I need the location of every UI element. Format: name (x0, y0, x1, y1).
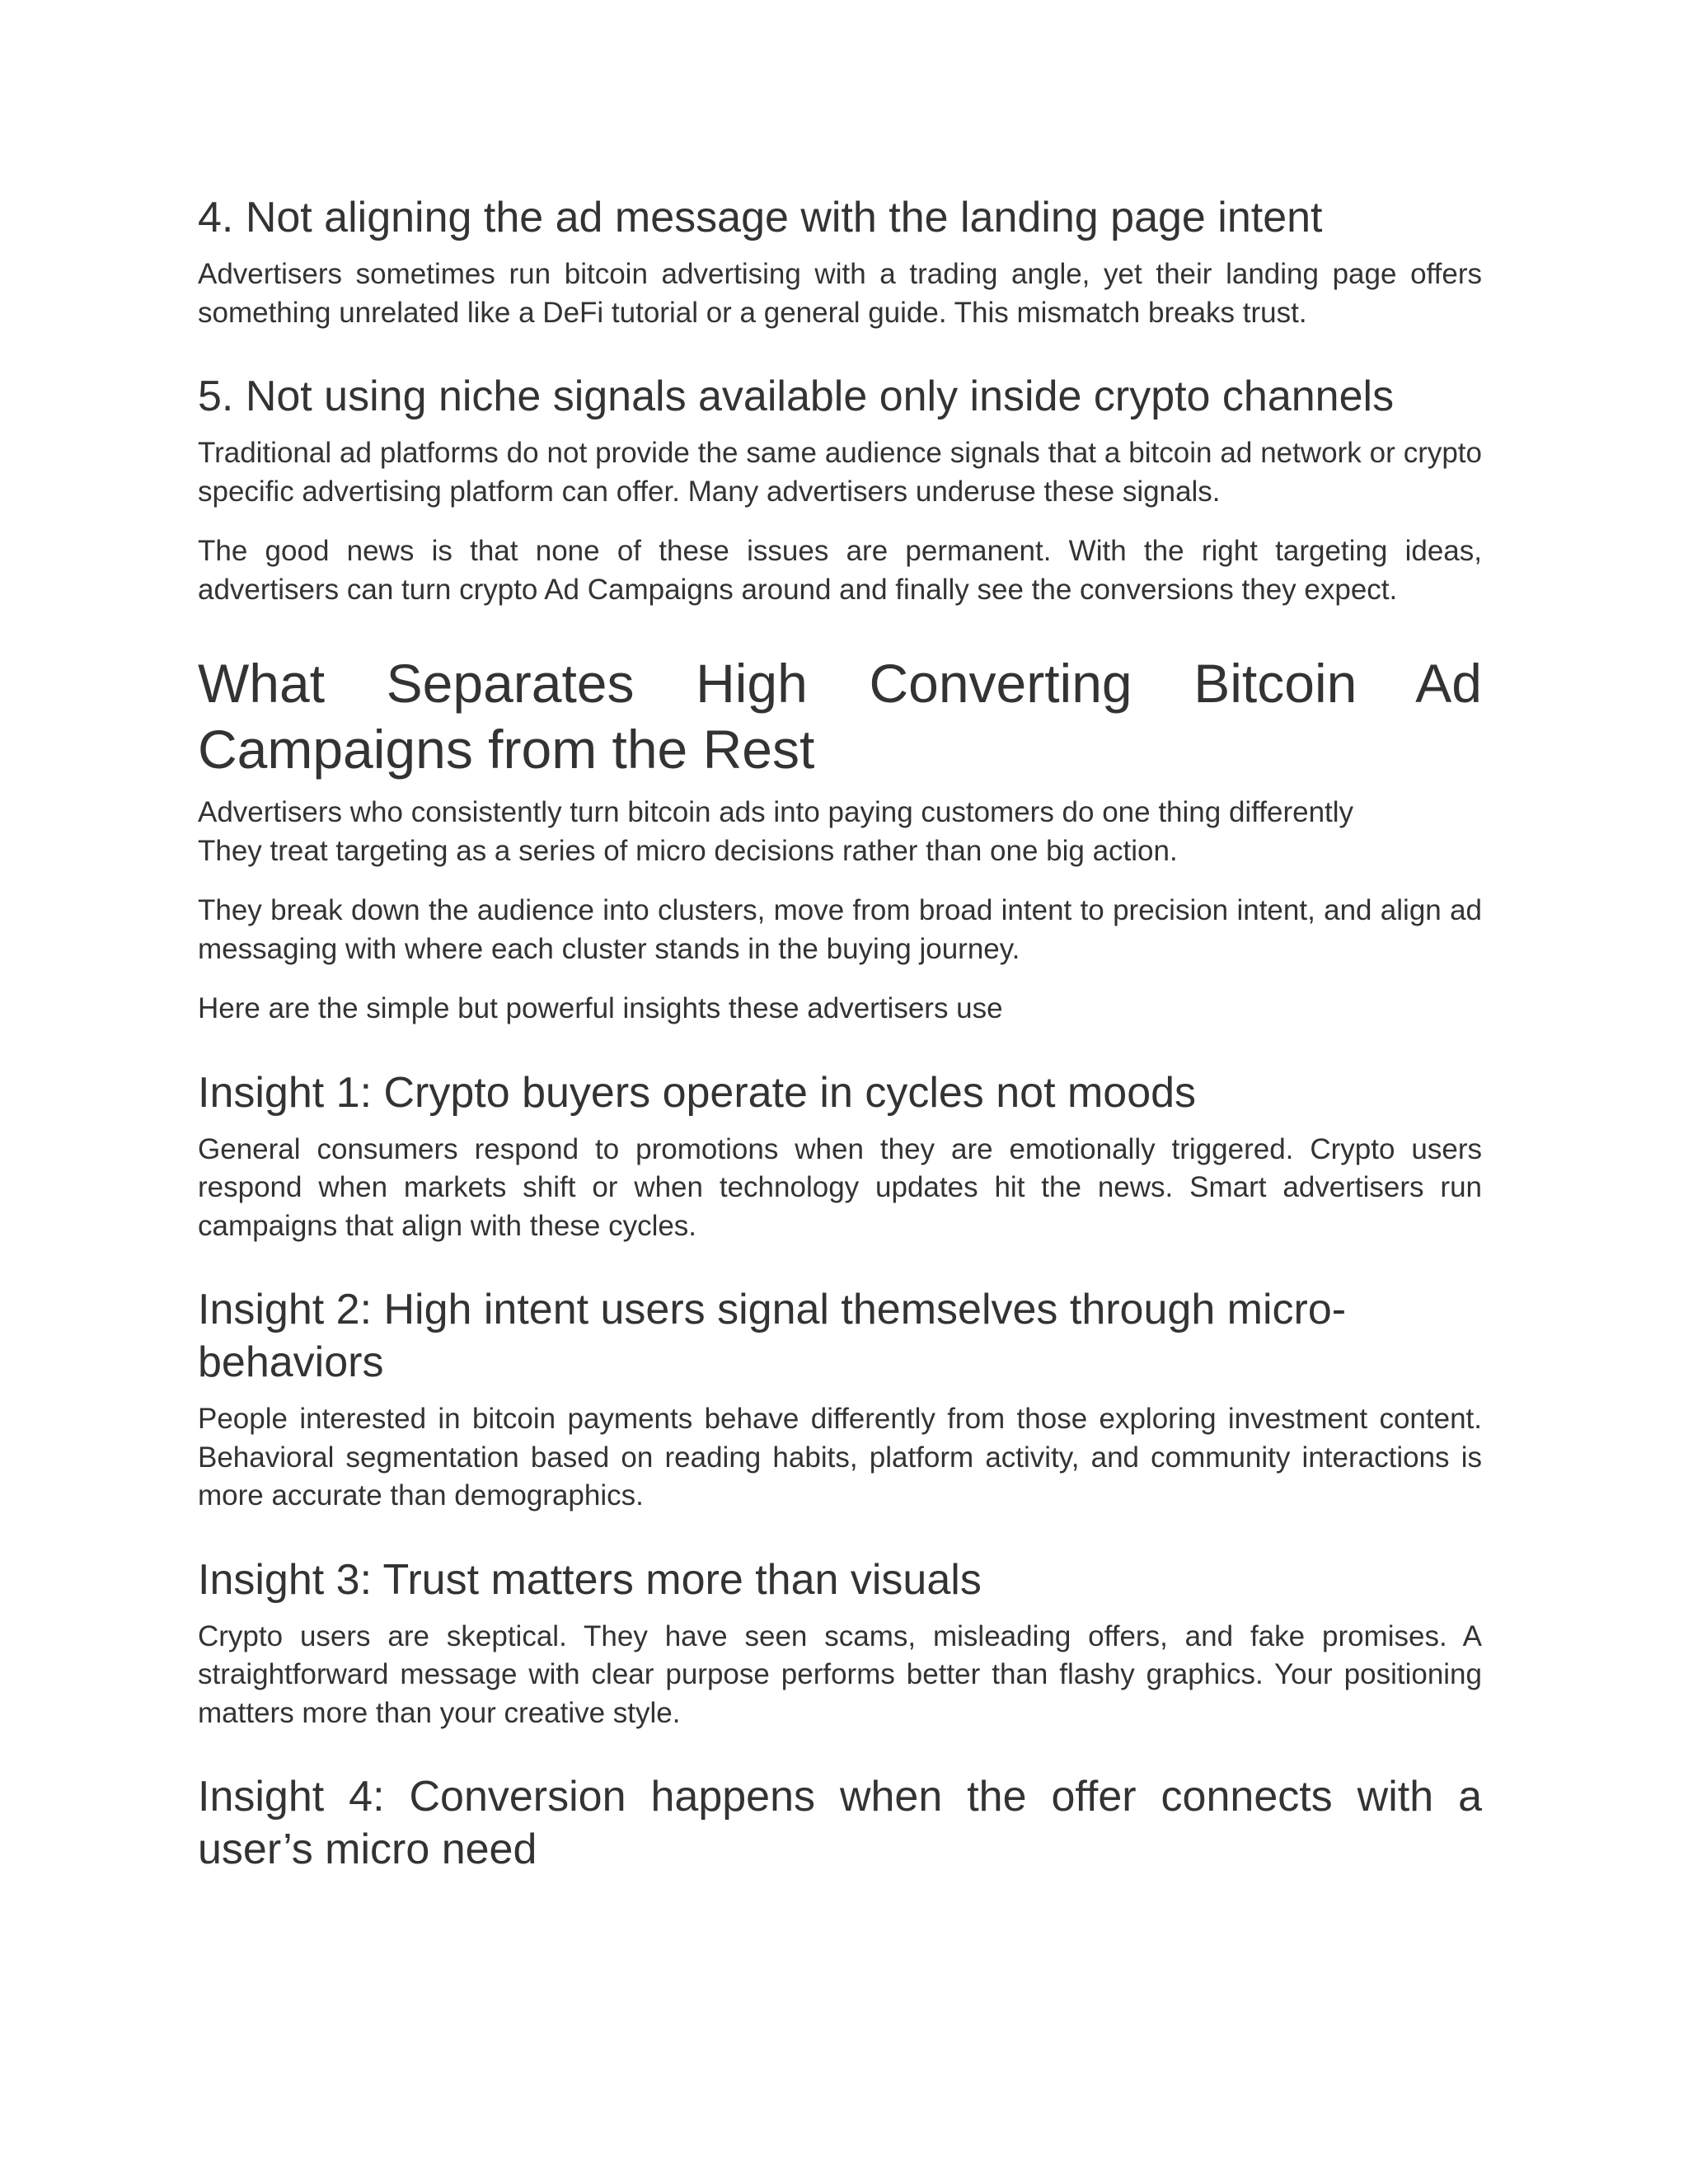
insight-4-heading: Insight 4: Conversion happens when the offer connects with a user’s micro need (198, 1773, 1482, 1873)
document-page (198, 191, 1482, 1876)
intro-paragraph-2: They break down the audience into clusters, move from broad intent to precision intent, and align ad messaging with where each cluster stands in the buying journey. (198, 894, 1482, 965)
section-4-heading: 4. Not aligning the ad message with the landing page intent (198, 194, 1323, 241)
section-5-paragraph-2: The good news is that none of these issues are permanent. With the right targeting ideas, advertisers can turn crypto Ad Campaigns around and finally see the conversions they expect. (198, 535, 1482, 606)
intro-line-1: Advertisers who consistently turn bitcoin ads into paying customers do one thing differently (198, 796, 1354, 828)
intro-paragraph-1 (198, 794, 1482, 870)
main-section-heading (198, 650, 1482, 782)
section-5-heading: 5. Not using niche signals available only inside crypto channels (198, 373, 1395, 420)
intro-line-2: They treat targeting as a series of micro decisions rather than one big action. (198, 834, 1178, 867)
main-heading-line-2: Campaigns from the Rest (198, 719, 815, 780)
intro-paragraph-3: Here are the simple but powerful insights these advertisers use (198, 992, 1003, 1024)
insight-1-heading: Insight 1: Crypto buyers operate in cycles not moods (198, 1068, 1197, 1117)
insight-3-paragraph: Crypto users are skeptical. They have seen scams, misleading offers, and fake promises. A straightforward message with clear purpose performs better than flashy graphics. Your positioning matters more than your creative style. (198, 1619, 1482, 1729)
section-5-paragraph-1: Traditional ad platforms do not provide the same audience signals that a bitcoin ad network or crypto specific advertising platform can offer. Many advertisers underuse these signals. (198, 437, 1482, 508)
insight-2-paragraph: People interested in bitcoin payments behave differently from those exploring investment content. Behavioral segmentation based on reading habits, platform activity, and community interactions is more accurate than demographics. (198, 1403, 1482, 1511)
section-4-paragraph: Advertisers sometimes run bitcoin advertising with a trading angle, yet their landing page offers something unrelated like a DeFi tutorial or a general guide. This mismatch breaks trust. (198, 258, 1482, 329)
main-heading-line-1: What Separates High Converting Bitcoin Ad (198, 653, 1482, 714)
insight-3-heading: Insight 3: Trust matters more than visuals (198, 1555, 982, 1604)
insight-1-paragraph: General consumers respond to promotions when they are emotionally triggered. Crypto users respond when markets shift or when technology updates hit the news. Smart advertisers run campaigns that align with these cycles. (198, 1132, 1482, 1242)
insight-2-heading: Insight 2: High intent users signal themselves through micro-behaviors (198, 1286, 1347, 1386)
